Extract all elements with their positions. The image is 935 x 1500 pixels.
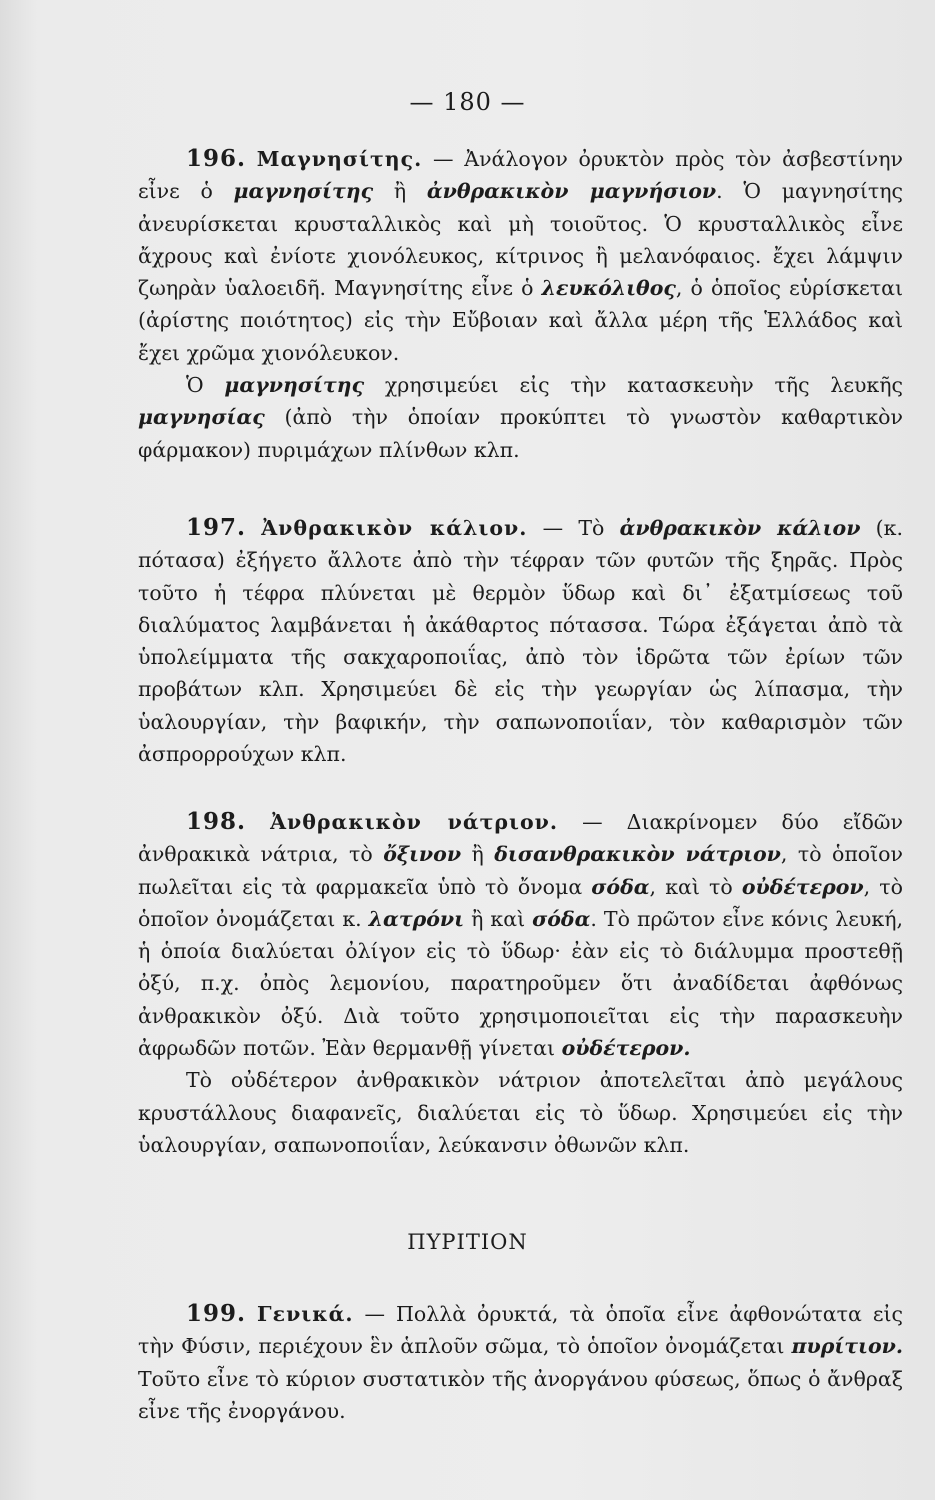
section-title: ΠΥΡΙΤΙΟΝ [407,1230,528,1254]
article-197-number: 197. [186,514,247,541]
article-199 [138,1298,903,1427]
article-197 [138,512,903,770]
article-198-number: 198. [186,808,247,835]
article-196-heading: Μαγνησίτης. [256,147,423,171]
article-198-paragraph-1: 198. Ἀνθρακικὸν νάτριον. — Διακρίνομεν δύο εἴδῶν ἀνθρακικὰ νάτρια, τὸ ὄξινον ἢ δισανθρακικὸν νάτριον, τὸ ὁποῖον πωλεῖται εἰς τὰ φαρμακεῖα ὑπὸ τὸ ὄνομα σόδα, καὶ τὸ οὐδέτερον, τὸ ὁποῖον ὀνομάζεται κ. λατρόνι ἢ καὶ σόδα. Τὸ πρῶτον εἶνε κόνις λευκή, ἡ ὁποία διαλύεται ὀλίγον εἰς τὸ ὕδωρ· ἐὰν εἰς τὸ διάλυμμα προστεθῇ ὀξύ, π.χ. ὀπὸς λεμονίου, παρατηροῦμεν ὅτι ἀναδίδεται ἀφθόνως ἀνθρακικὸν ὀξύ. Διὰ τοῦτο χρησιμοποιεῖται εἰς τὴν παρασκευὴν ἀφρωδῶν ποτῶν. Ἐὰν θερμανθῇ γίνεται οὐδέτερον. [138,808,903,1061]
article-199-paragraph: 199. Γενικά. — Πολλὰ ὀρυκτά, τὰ ὁποῖα εἶνε ἀφθονώτατα εἰς τὴν Φύσιν, περιέχουν ἓν ἁπλοῦν σῶμα, τὸ ὁποῖον ὀνομάζεται πυρίτιον. Τοῦτο εἶνε τὸ κύριον συστατικὸν τῆς ἀνοργάνου φύσεως, ὅπως ὁ ἄνθραξ εἶνε τῆς ἐνοργάνου. [138,1300,903,1423]
article-198 [138,806,903,1161]
article-197-heading: Ἀνθρακικὸν κάλιον. [261,516,528,540]
article-198-heading: Ἀνθρακικὸν νάτριον. [270,810,558,834]
article-199-heading: Γενικά. [257,1302,354,1326]
article-196 [138,143,903,466]
article-196-paragraph-2: Ὁ μαγνησίτης χρησιμεύει εἰς τὴν κατασκευὴν τῆς λευκῆς μαγνησίας (ἀπὸ τὴν ὁποίαν προκύπτει τὸ γνωστὸν καθαρτικὸν φάρμακον) πυριμάχων πλίνθων κλπ. [138,373,903,462]
article-198-paragraph-2: Τὸ οὐδέτερον ἀνθρακικὸν νάτριον ἀποτελεῖται ἀπὸ μεγάλους κρυστάλλους διαφανεῖς, διαλύεται εἰς τὸ ὕδωρ. Χρησιμεύει εἰς τὴν ὑαλουργίαν, σαπωνοποιΐαν, λεύκανσιν ὀθωνῶν κλπ. [138,1068,903,1157]
page-number: — 180 — [409,88,526,116]
article-197-paragraph: 197. Ἀνθρακικὸν κάλιον. — Τὸ ἀνθρακικὸν κάλιον (κ. πότασα) ἐξήγετο ἄλλοτε ἀπὸ τὴν τέφραν τῶν φυτῶν τῆς ξηρᾶς. Πρὸς τοῦτο ἡ τέφρα πλύνεται μὲ θερμὸν ὕδωρ καὶ δι᾽ ἐξατμίσεως τοῦ διαλύματος λαμβάνεται ἡ ἀκάθαρτος πότασσα. Τώρα ἐξάγεται ἀπὸ τὰ ὑπολείμματα τῆς σακχαροποιΐας, ἀπὸ τὸν ἱδρῶτα τῶν ἐρίων τῶν προβάτων κλπ. Χρησιμεύει δὲ εἰς τὴν γεωργίαν ὡς λίπασμα, τὴν ὑαλουργίαν, τὴν βαφικήν, τὴν σαπωνοποιΐαν, τὸν καθαρισμὸν τῶν ἀσπρορρούχων κλπ. [138,514,903,767]
article-196-paragraph-1: 196. Μαγνησίτης. — Ἀνάλογον ὀρυκτὸν πρὸς τὸν ἀσβεστίνην εἶνε ὁ μαγνησίτης ἢ ἀνθρακικὸν μαγνήσιον. Ὁ μαγνησίτης ἀνευρίσκεται κρυσταλλικὸς καὶ μὴ τοιοῦτος. Ὁ κρυσταλλικὸς εἶνε ἄχρους καὶ ἐνίοτε χιονόλευκος, κίτρινος ἢ μελανόφαιος. ἔχει λάμψιν ζωηρὰν ὑαλοειδῆ. Μαγνησίτης εἶνε ὁ λευκόλιθος, ὁ ὁποῖος εὑρίσκεται (ἀρίστης ποιότητος) εἰς τὴν Εὔβοιαν καὶ ἄλλα μέρη τῆς Ἑλλάδος καὶ ἔχει χρῶμα χιονόλευκον. [138,145,904,365]
article-199-number: 199. [186,1300,247,1327]
article-196-number: 196. [186,145,247,172]
